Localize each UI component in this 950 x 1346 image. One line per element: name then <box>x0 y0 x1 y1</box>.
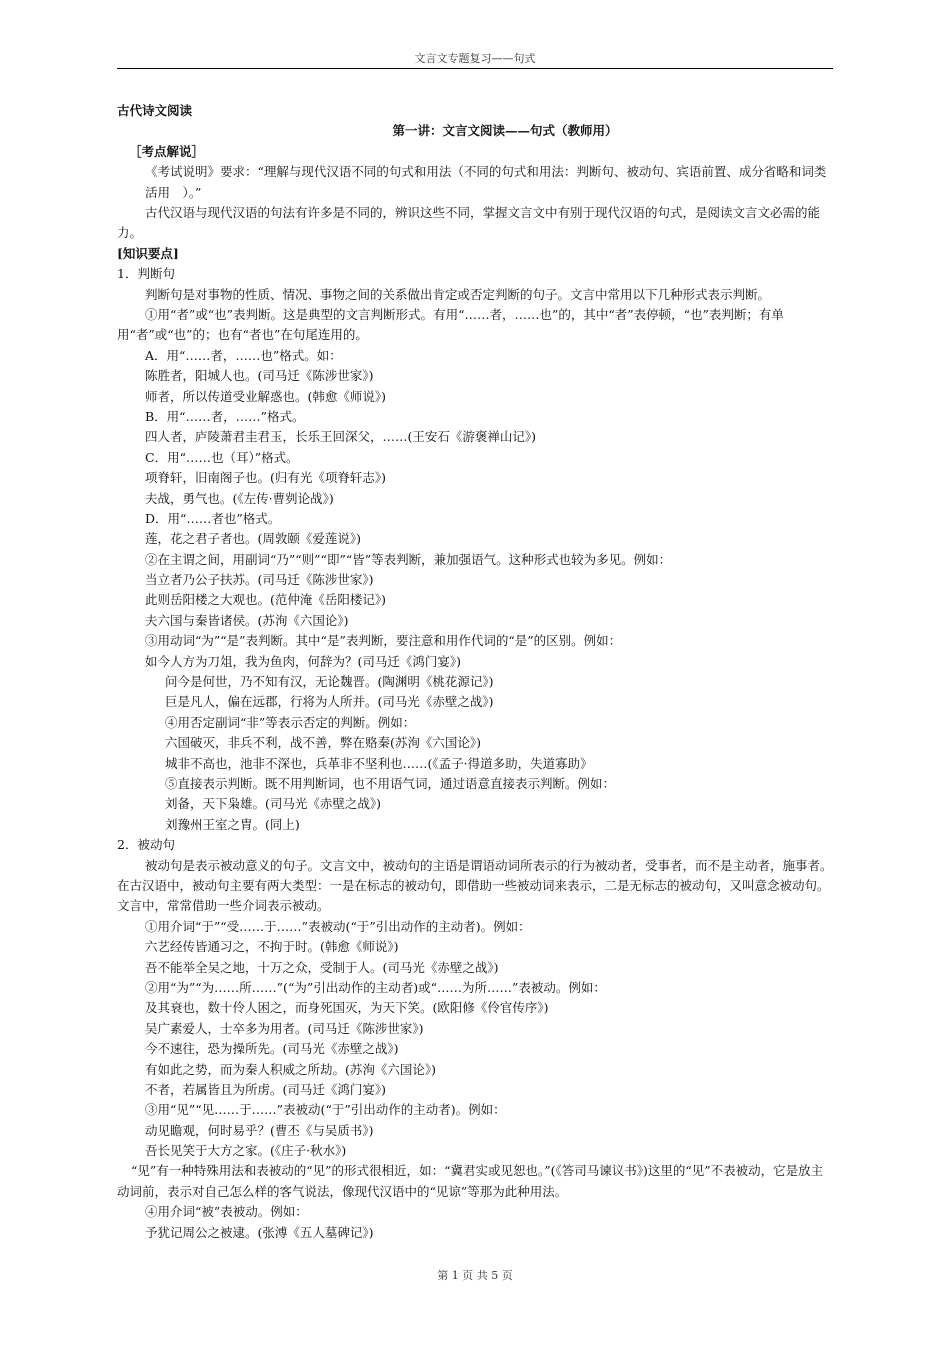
note-paragraph: “见”有一种特殊用法和表被动的“见”的形式很相近，如：“冀君实或见恕也。”(《答司马谏议书》)这里的“见”不表被动，它是放主动词前，表示对自己怎么样的客气说法，像现代汉语中的“见谅”等那为此种用法。 <box>117 1163 824 1199</box>
paragraph: ③用动词“为”“是”表判断。其中“是”表判断，要注意和用作代词的“是”的区别。例如： <box>145 633 622 649</box>
kaodian-heading: ［考点解说］ <box>129 143 205 159</box>
example-line: 六国破灭，非兵不利，战不善，弊在赂秦(苏洵《六国论》) <box>165 735 482 751</box>
format-label: D．用“……者也”格式。 <box>145 510 281 526</box>
example-line: 吴广素爱人，士卒多为用者。(司马迁《陈涉世家》) <box>145 1020 424 1036</box>
paragraph: 被动句是表示被动意义的句子。文言文中，被动句的主语是谓语动词所表示的行为被动者，受事者，而不是主动者，施事者。在古汉语中，被动句主要有两大类型：一是在标志的被动句，即借助一些被动词来表示，二是无标志的被动句，又叫意念被动句。文言中，常常借助一些介词表示被动。 <box>117 857 833 914</box>
kaodian-paragraph-1: 《考试说明》要求：“理解与现代汉语不同的句式和用法（不同的句式和用法：判断句、被动句、宾语前置、成分省略和词类活用 ）。” <box>145 164 827 200</box>
subsection-title-panduan: 1．判断句 <box>117 266 175 282</box>
paragraph: ①用介词“于”“受……于……”表被动(“于”引出动作的主动者)。例如： <box>145 918 531 934</box>
example-line: 有如此之势，而为秦人积威之所劫。(苏洵《六国论》) <box>145 1061 437 1077</box>
example-line: 动见瞻观，何时易乎？(曹丕《与吴质书》) <box>145 1122 374 1138</box>
example-line: 六艺经传皆通习之，不拘于时。(韩愈《师说》) <box>145 939 399 955</box>
example-line: 予犹记周公之被逮。(张溥《五人墓碑记》) <box>145 1224 374 1240</box>
example-line: 当立者乃公子扶苏。(司马迁《陈涉世家》) <box>145 572 374 588</box>
kaodian-paragraph-2: 古代汉语与现代汉语的句法有许多是不同的，辨识这些不同，掌握文言文中有别于现代汉语的句式，是阅读文言文必需的能力。 <box>117 204 821 241</box>
paragraph: ②在主谓之间，用副词“乃”“则”“即”“皆”等表判断，兼加强语气。这种形式也较为多见。例如： <box>145 551 672 567</box>
paragraph: ③用“见”“见……于……”表被动(“于”引出动作的主动者)。例如： <box>145 1102 506 1118</box>
example-line: 莲，花之君子者也。(周敦颐《爱莲说》) <box>145 531 362 547</box>
example-line: 刘备，天下枭雄。(司马光《赤壁之战》) <box>165 796 382 812</box>
example-line: 问今是何世，乃不知有汉，无论魏晋。(陶渊明《桃花源记》) <box>165 674 494 690</box>
example-line: 巨是凡人，偏在远郡，行将为人所并。(司马光《赤壁之战》) <box>165 694 494 710</box>
section-title: 古代诗文阅读 <box>117 103 193 118</box>
example-line: 如今人方为刀俎，我为鱼肉，何辞为？(司马迁《鸿门宴》) <box>145 653 462 669</box>
example-line: 四人者，庐陵萧君圭君玉，长乐王回深父，……(王安石《游褒禅山记》) <box>145 429 537 445</box>
example-line: 城非不高也，池非不深也，兵革非不坚利也……(《孟子·得道多助，失道寡助》 <box>165 755 593 771</box>
example-line: 不者，若属皆且为所虏。(司马迁《鸿门宴》) <box>145 1081 387 1097</box>
format-label: A．用“……者，……也”格式。如： <box>145 347 342 363</box>
paragraph: 判断句是对事物的性质、情况、事物之间的关系做出肯定或否定判断的句子。文言中常用以下几种形式表示判断。 <box>145 286 771 302</box>
example-line: 及其衰也，数十伶人困之，而身死国灭，为天下笑。(欧阳修《伶官传序》) <box>145 1000 549 1016</box>
paragraph: ②用“为”“为……所……”(“为”引出动作的主动者)或“……为所……”表被动。例如： <box>145 979 606 995</box>
header-rule <box>117 68 833 69</box>
lecture-title: 第一讲：文言文阅读——句式（教师用） <box>392 123 618 139</box>
example-line: 夫六国与秦皆诸侯。(苏洵《六国论》) <box>145 612 349 628</box>
format-label: B．用“……者，……”格式。 <box>145 408 305 424</box>
example-line: 今不速往，恐为操所先。(司马光《赤壁之战》) <box>145 1041 399 1057</box>
example-line: 项脊轩，旧南阁子也。(归有光《项脊轩志》) <box>145 470 387 486</box>
page-number: 第 1 页 共 5 页 <box>437 1269 513 1282</box>
example-line: 吾长见笑于大方之家。(《庄子·秋水》) <box>145 1143 347 1159</box>
subsection-title-beidong: 2．被动句 <box>117 837 175 853</box>
paragraph: ④用否定副词“非”等表示否定的判断。例如： <box>165 714 416 730</box>
paragraph: ④用介词“被”表被动。例如： <box>145 1204 308 1220</box>
example-line: 师者，所以传道受业解惑也。(韩愈《师说》) <box>145 388 387 404</box>
example-line: 夫战，勇气也。(《左传·曹刿论战》) <box>145 490 334 506</box>
zhishi-heading: [知识要点] <box>117 245 179 261</box>
paragraph: ①用“者”或“也”表判断。这是典型的文言判断形式。有用“……者，……也”的，其中“者”表停顿，“也”表判断；有单用“者”或“也”的；也有“者也”在句尾连用的。 <box>117 306 784 343</box>
example-line: 陈胜者，阳城人也。(司马迁《陈涉世家》) <box>145 368 374 384</box>
example-line: 刘豫州王室之胄。(同上) <box>165 816 300 832</box>
document-body <box>117 101 833 1243</box>
format-label: C．用“……也（耳）”格式。 <box>145 449 299 465</box>
example-line: 吾不能举全吴之地，十万之众，受制于人。(司马光《赤壁之战》) <box>145 959 499 975</box>
example-line: 此则岳阳楼之大观也。(范仲淹《岳阳楼记》) <box>145 592 387 608</box>
page-header: 文言文专题复习——句式 <box>414 52 536 65</box>
paragraph: ⑤直接表示判断。既不用判断词，也不用语气词，通过语意直接表示判断。例如： <box>165 775 616 791</box>
